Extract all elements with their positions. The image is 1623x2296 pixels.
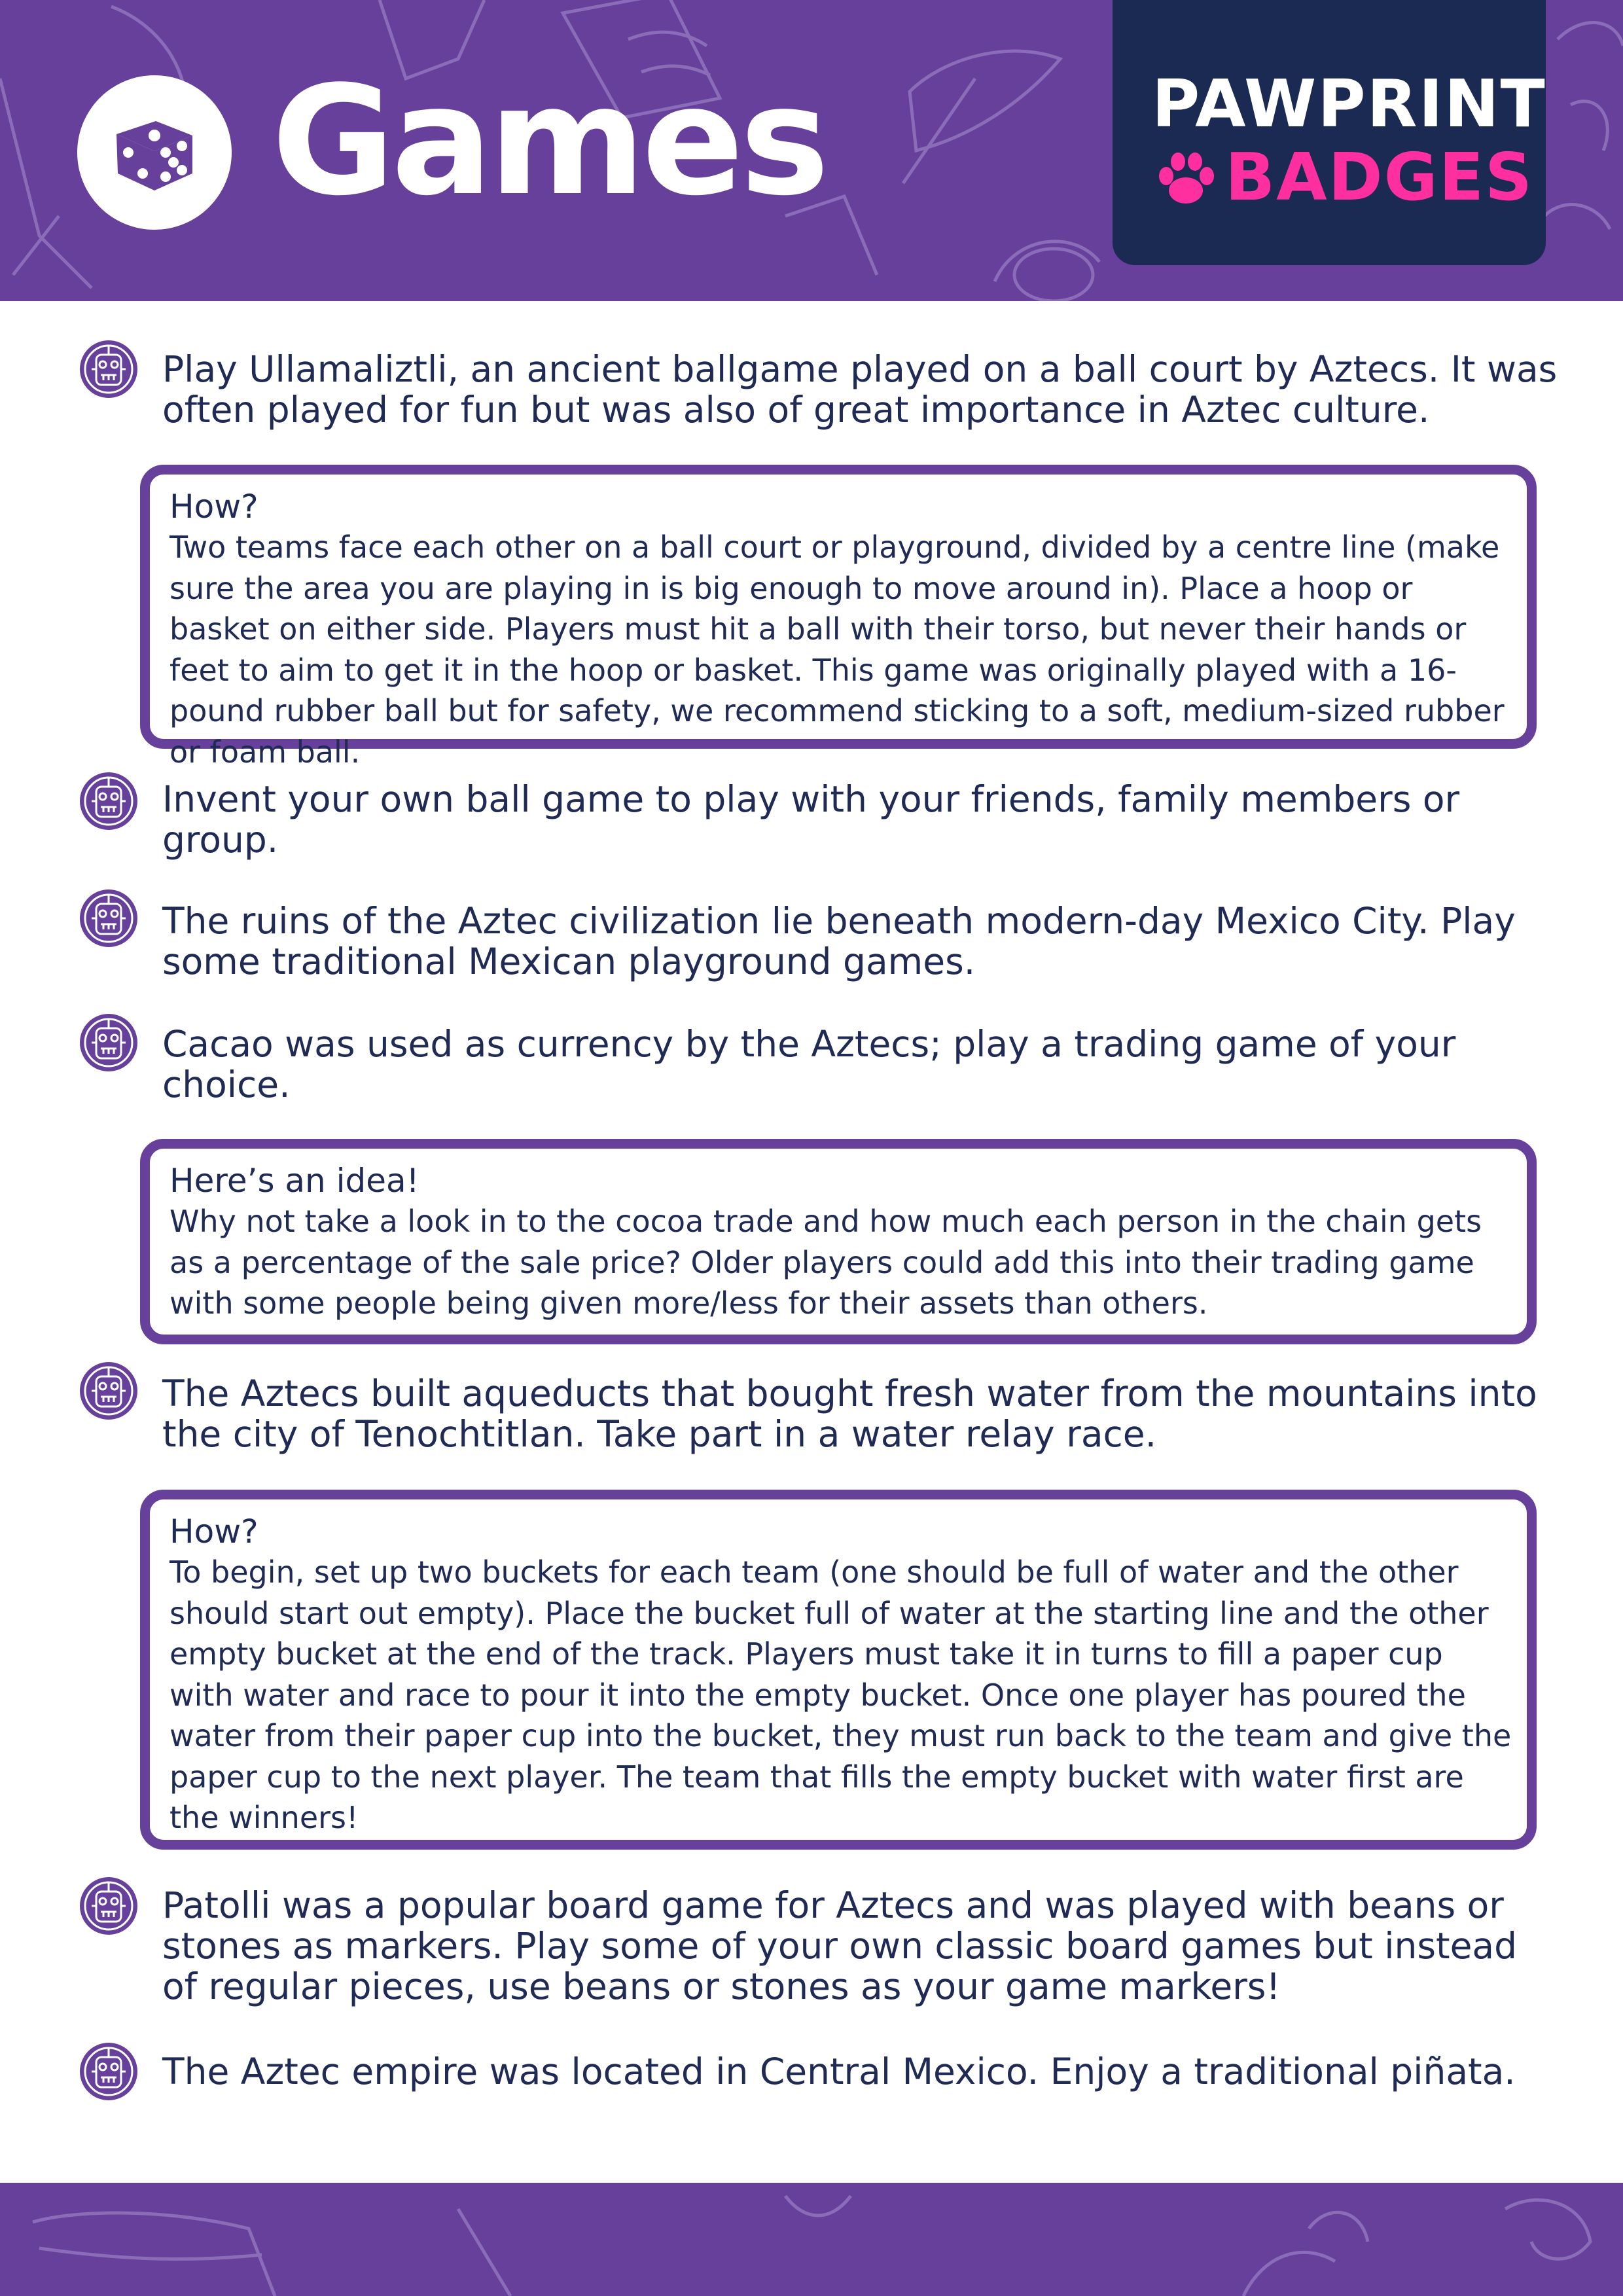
aztec-bullet-icon — [79, 771, 139, 831]
header-banner — [0, 0, 1623, 301]
logo — [1113, 0, 1546, 265]
dice-icon — [77, 75, 232, 230]
info-box-body: To begin, set up two buckets for each team (one should be full of water and the other should start out empty). Place the bucket full of water at the starting line and the other empty bucket at the end of the track. Players must take it in turns to fill a paper cup with water and race to pour it into the empty bucket. Once one player has poured the water from their paper cup into the bucket, they must run back to the team and give the paper cup to the next player. The team that fills the empty bucket with water first are the winners! — [169, 1554, 1512, 1835]
activity-item: The Aztecs built aqueducts that bought fresh water from the mountains into the city of Tenochtitlan. Take part in a water relay race. — [162, 1372, 1537, 1455]
footer-banner — [0, 2183, 1623, 2296]
aztec-bullet-icon — [79, 1361, 139, 1421]
aztec-bullet-icon — [79, 1876, 139, 1936]
info-box-title: How? — [169, 1513, 259, 1551]
activity-item: The Aztec empire was located in Central Mexico. Enjoy a traditional piñata. — [162, 2051, 1516, 2092]
info-box — [140, 465, 1537, 770]
aztec-bullet-icon — [79, 888, 139, 948]
aztec-bullet-icon — [79, 1013, 139, 1073]
info-box-title: Here’s an idea! — [169, 1162, 419, 1200]
activity-item: Patolli was a popular board game for Aztecs and was played with beans or stones as markers. Play some of your own classic board games but instead of regular pieces, use beans or stones as your game markers! — [162, 1884, 1518, 2007]
doodle-pattern — [0, 2183, 1623, 2296]
info-box — [140, 1139, 1537, 1344]
activity-item: The ruins of the Aztec civilization lie beneath modern-day Mexico City. Play some traditional Mexican playground games. — [162, 900, 1516, 982]
activity-item: Invent your own ball game to play with your friends, family members or group. — [162, 778, 1460, 861]
info-box-body: Two teams face each other on a ball court or playground, divided by a centre line (make sure the area you are playing in is big enough to move around in). Place a hoop or basket on either side. Players must hit a ball with their torso, but never their hands or feet to aim to get it in the hoop or basket. This game was originally played with a 16-pound rubber ball but for safety, we recommend sticking to a soft, medium-sized rubber or foam ball. — [169, 529, 1505, 770]
aztec-bullet-icon — [79, 2041, 139, 2102]
aztec-bullet-icon — [79, 339, 139, 399]
paw-icon — [1152, 147, 1217, 213]
activity-item: Play Ullamaliztli, an ancient ballgame played on a ball court by Aztecs. It was often played for fun but was also of great importance in Aztec culture. — [162, 348, 1558, 431]
page-title: Games — [272, 54, 826, 229]
dice-icon-circle — [77, 75, 232, 230]
logo-line2: BADGES — [1225, 139, 1534, 215]
info-box — [140, 1490, 1537, 1850]
info-box-body: Why not take a look in to the cocoa trade and how much each person in the chain gets as a percentage of the sale price? Older players could add this into their trading game with some people being given more/less for their assets than others. — [169, 1204, 1482, 1321]
logo-line1: PAWPRINT — [1152, 65, 1546, 142]
info-box-title: How? — [169, 488, 259, 526]
activity-item: Cacao was used as currency by the Aztecs; play a trading game of your choice. — [162, 1023, 1456, 1105]
